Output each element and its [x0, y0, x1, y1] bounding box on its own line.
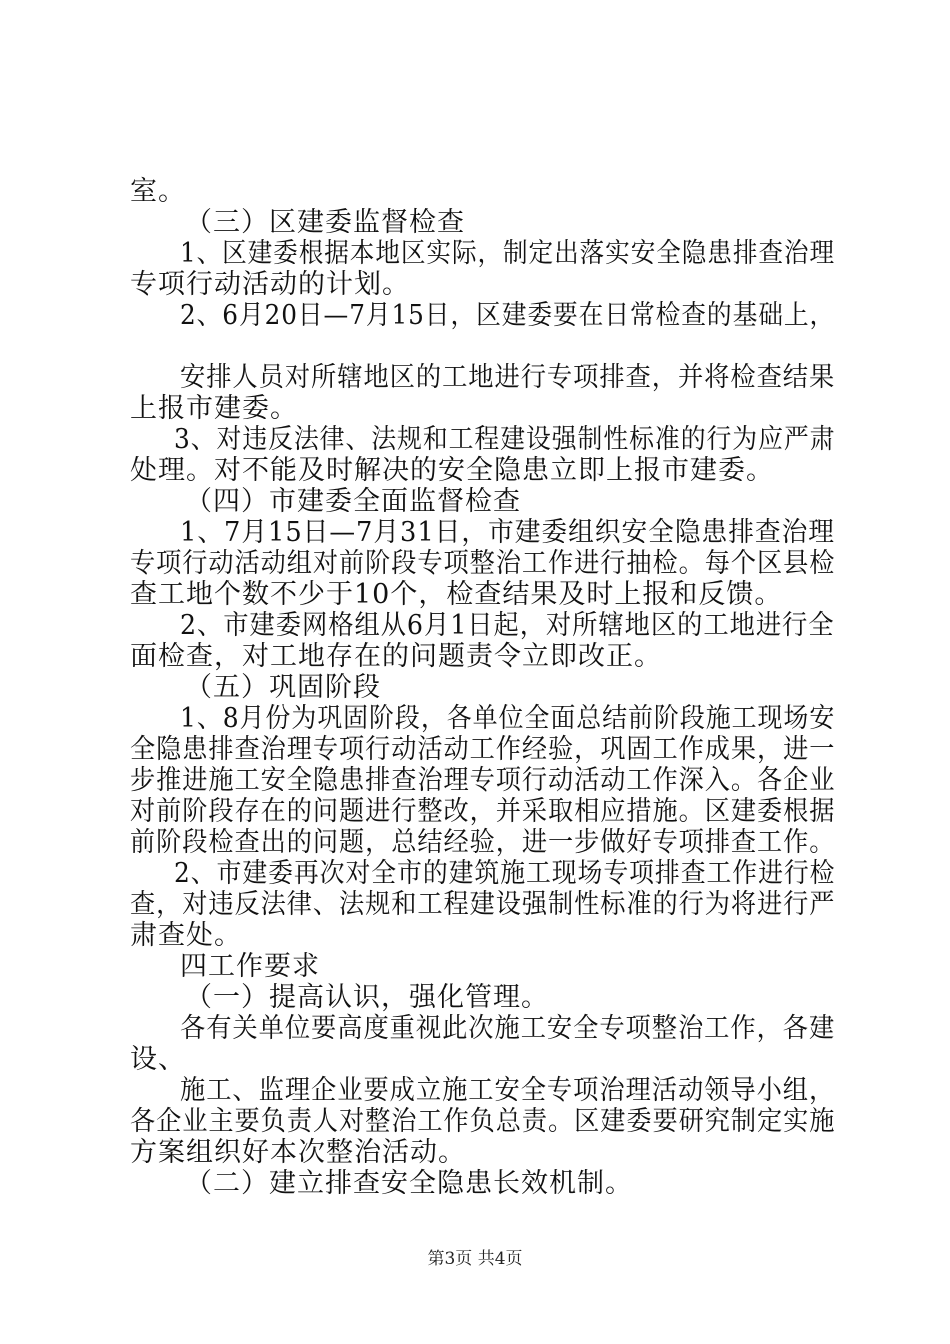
text-line: 施工、监理企业要成立施工安全专项治理活动领导小组，	[180, 1075, 836, 1106]
text-line: 各企业主要负责人对整治工作负总责。区建委要研究制定实施	[130, 1106, 836, 1137]
text-line: 1、7月15日—7月31日，市建委组织安全隐患排查治理	[180, 517, 835, 548]
text-line: 设、	[130, 1044, 186, 1075]
text-line: 全隐患排查治理专项行动活动工作经验，巩固工作成果，进一	[130, 734, 836, 765]
text-line: 1、8月份为巩固阶段，各单位全面总结前阶段施工现场安	[180, 703, 836, 734]
page-number-footer: 第3页 共4页	[427, 1249, 523, 1269]
text-line: 处理。对不能及时解决的安全隐患立即上报市建委。	[130, 455, 774, 486]
text-line: 专项行动活动的计划。	[130, 269, 410, 300]
text-line: 2、市建委再次对全市的建筑施工现场专项排查工作进行检	[174, 858, 836, 889]
text-line: 室。	[130, 176, 186, 207]
text-line: 肃查处。	[130, 920, 242, 951]
text-line: 对前阶段存在的问题进行整改，并采取相应措施。区建委根据	[130, 796, 836, 827]
text-line: 2、市建委网格组从6月1日起，对所辖地区的工地进行全	[180, 610, 835, 641]
text-line: 安排人员对所辖地区的工地进行专项排查，并将检查结果	[180, 362, 836, 393]
section-heading: （三）区建委监督检查	[185, 207, 465, 238]
text-line: 查工地个数不少于10个，检查结果及时上报和反馈。	[130, 579, 783, 610]
text-line: 前阶段检查出的问题，总结经验，进一步做好专项排查工作。	[130, 827, 836, 858]
section-heading: （二）建立排查安全隐患长效机制。	[185, 1168, 633, 1199]
text-line: 3、对违反法律、法规和工程建设强制性标准的行为应严肃	[174, 424, 836, 455]
section-heading: （一）提高认识，强化管理。	[185, 982, 549, 1013]
text-line: 查，对违反法律、法规和工程建设强制性标准的行为将进行严	[130, 889, 836, 920]
section-heading: （四）市建委全面监督检查	[185, 486, 521, 517]
text-line: 面检查，对工地存在的问题责令立即改正。	[130, 641, 662, 672]
text-line: 步推进施工安全隐患排查治理专项行动活动工作深入。各企业	[130, 765, 836, 796]
text-line: 专项行动活动组对前阶段专项整治工作进行抽检。每个区县检	[130, 548, 836, 579]
text-line: 方案组织好本次整治活动。	[130, 1137, 466, 1168]
section-heading: （五）巩固阶段	[185, 672, 381, 703]
text-line: 上报市建委。	[130, 393, 298, 424]
text-line: 2、6月20日—7月15日，区建委要在日常检查的基础上，	[180, 300, 836, 331]
text-line: 1、区建委根据本地区实际，制定出落实安全隐患排查治理	[180, 238, 835, 269]
section-heading: 四工作要求	[180, 951, 320, 982]
text-line: 各有关单位要高度重视此次施工安全专项整治工作，各建	[180, 1013, 836, 1044]
